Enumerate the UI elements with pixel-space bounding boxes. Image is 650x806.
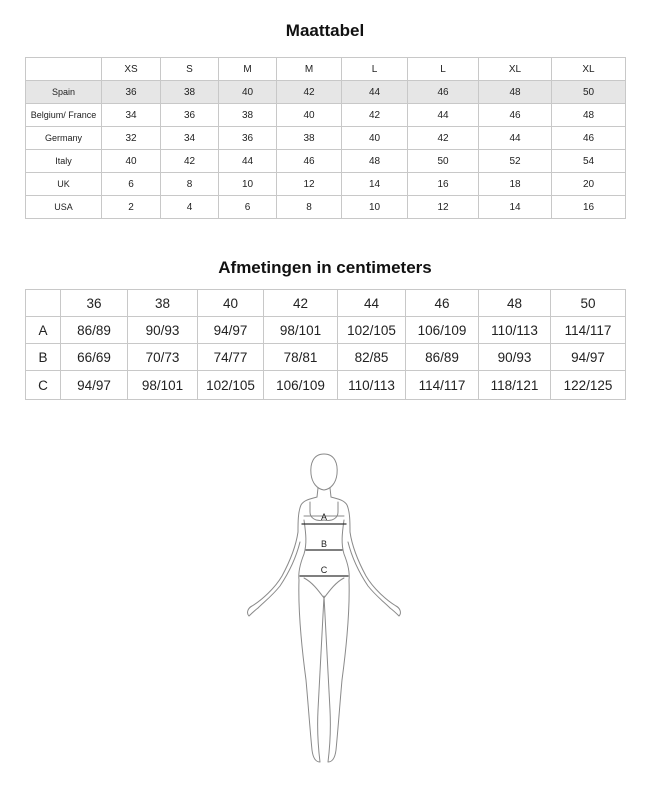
row-label: A <box>26 317 61 344</box>
table-cell: 16 <box>552 196 626 219</box>
table-cell: 122/125 <box>551 371 626 400</box>
table-cell: 34 <box>102 104 161 127</box>
row-label: Spain <box>26 81 102 104</box>
table-cell: 74/77 <box>198 344 264 371</box>
table-cell: 2 <box>102 196 161 219</box>
table-cell: 78/81 <box>264 344 338 371</box>
table-cell: 98/101 <box>264 317 338 344</box>
table-row <box>26 173 626 196</box>
table-cell: 8 <box>161 173 219 196</box>
table-cell: 40 <box>342 127 408 150</box>
table-cell: 114/117 <box>406 371 479 400</box>
table-cell: 38 <box>161 81 219 104</box>
header-cell: M <box>219 58 277 81</box>
table-cell: 50 <box>552 81 626 104</box>
measure-label-c: C <box>320 565 328 575</box>
table-cell: 44 <box>408 104 479 127</box>
table-cell: 32 <box>102 127 161 150</box>
header-cell: 38 <box>128 290 198 317</box>
table-cell: 52 <box>479 150 552 173</box>
table-row <box>26 127 626 150</box>
figure-right-hand <box>390 606 400 616</box>
table-cell: 94/97 <box>198 317 264 344</box>
table-cell: 18 <box>479 173 552 196</box>
header-cell: XL <box>552 58 626 81</box>
table-cell: 6 <box>102 173 161 196</box>
row-label: Italy <box>26 150 102 173</box>
table-cell: 10 <box>342 196 408 219</box>
table-cell: 110/113 <box>338 371 406 400</box>
table-cell: 36 <box>219 127 277 150</box>
table-cell: 42 <box>342 104 408 127</box>
header-cell: 44 <box>338 290 406 317</box>
table-cell: 86/89 <box>406 344 479 371</box>
table-cell: 8 <box>277 196 342 219</box>
table-cell: 70/73 <box>128 344 198 371</box>
header-cell: 48 <box>479 290 551 317</box>
row-label: Belgium/ France <box>26 104 102 127</box>
table-cell: 40 <box>277 104 342 127</box>
table-cell: 66/69 <box>61 344 128 371</box>
table-cell: 42 <box>408 127 479 150</box>
header-cell: 36 <box>61 290 128 317</box>
table-cell: 48 <box>479 81 552 104</box>
size-chart-title: Maattabel <box>285 21 365 40</box>
table-row <box>26 344 626 371</box>
table-cell: 102/105 <box>198 371 264 400</box>
row-label: C <box>26 371 61 400</box>
table-cell: 110/113 <box>479 317 551 344</box>
header-cell: 42 <box>264 290 338 317</box>
header-cell: XL <box>479 58 552 81</box>
table-cell: 34 <box>161 127 219 150</box>
table-cell: 86/89 <box>61 317 128 344</box>
header-cell <box>26 290 61 317</box>
table-row <box>26 196 626 219</box>
table-cell: 20 <box>552 173 626 196</box>
table-cell: 14 <box>342 173 408 196</box>
row-label: B <box>26 344 61 371</box>
measure-label-b: B <box>320 539 328 549</box>
header-cell: 40 <box>198 290 264 317</box>
measurements-title: Afmetingen in centimeters <box>218 258 432 277</box>
table-cell: 106/109 <box>406 317 479 344</box>
table-cell: 82/85 <box>338 344 406 371</box>
table-cell: 42 <box>277 81 342 104</box>
row-label: UK <box>26 173 102 196</box>
table-cell: 114/117 <box>551 317 626 344</box>
table-cell: 14 <box>479 196 552 219</box>
header-cell <box>26 58 102 81</box>
table-row <box>26 371 626 400</box>
table-cell: 90/93 <box>128 317 198 344</box>
table-row <box>26 317 626 344</box>
table-cell: 12 <box>277 173 342 196</box>
table-cell: 46 <box>408 81 479 104</box>
table-cell: 90/93 <box>479 344 551 371</box>
size-chart-table <box>25 57 626 219</box>
table-cell: 46 <box>277 150 342 173</box>
table-cell: 48 <box>552 104 626 127</box>
measure-label-a: A <box>320 512 328 522</box>
header-cell: L <box>408 58 479 81</box>
table-cell: 40 <box>219 81 277 104</box>
table-cell: 46 <box>479 104 552 127</box>
header-cell: 50 <box>551 290 626 317</box>
table-cell: 94/97 <box>551 344 626 371</box>
table-cell: 36 <box>161 104 219 127</box>
table-row <box>26 81 626 104</box>
row-label: USA <box>26 196 102 219</box>
measurements-table <box>25 289 626 400</box>
table-cell: 44 <box>219 150 277 173</box>
table-cell: 4 <box>161 196 219 219</box>
figure-neck <box>317 488 331 497</box>
table-cell: 54 <box>552 150 626 173</box>
table-cell: 16 <box>408 173 479 196</box>
table-cell: 6 <box>219 196 277 219</box>
body-measurement-figure <box>240 450 410 770</box>
row-label: Germany <box>26 127 102 150</box>
table-cell: 10 <box>219 173 277 196</box>
figure-head <box>311 454 337 490</box>
size-chart-header-row <box>26 58 626 81</box>
table-cell: 46 <box>552 127 626 150</box>
header-cell: M <box>277 58 342 81</box>
table-cell: 38 <box>277 127 342 150</box>
figure-left-hand <box>248 606 258 616</box>
table-cell: 38 <box>219 104 277 127</box>
table-cell: 12 <box>408 196 479 219</box>
table-row <box>26 150 626 173</box>
table-cell: 44 <box>342 81 408 104</box>
table-row <box>26 104 626 127</box>
table-cell: 102/105 <box>338 317 406 344</box>
table-cell: 94/97 <box>61 371 128 400</box>
table-cell: 40 <box>102 150 161 173</box>
table-cell: 44 <box>479 127 552 150</box>
table-cell: 50 <box>408 150 479 173</box>
figure-underwear <box>304 578 344 598</box>
table-cell: 106/109 <box>264 371 338 400</box>
header-cell: XS <box>102 58 161 81</box>
header-cell: L <box>342 58 408 81</box>
figure-legs <box>299 580 349 762</box>
table-cell: 118/121 <box>479 371 551 400</box>
header-cell: S <box>161 58 219 81</box>
measurements-header-row <box>26 290 626 317</box>
table-cell: 98/101 <box>128 371 198 400</box>
table-cell: 48 <box>342 150 408 173</box>
header-cell: 46 <box>406 290 479 317</box>
table-cell: 42 <box>161 150 219 173</box>
table-cell: 36 <box>102 81 161 104</box>
